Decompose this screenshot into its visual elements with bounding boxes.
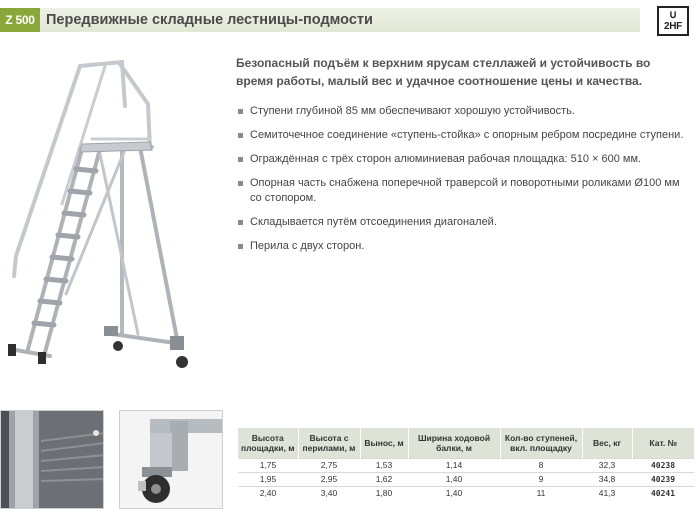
catalog-number: 40239 <box>632 472 694 486</box>
column-header: Кат. № <box>632 428 694 458</box>
column-header: Вес, кг <box>582 428 632 458</box>
page-title: Передвижные складные лестницы-подмости <box>46 12 373 28</box>
castor-detail-photo <box>119 410 223 509</box>
table-cell: 32,3 <box>582 458 632 472</box>
bullet-icon <box>238 109 243 114</box>
column-header: Кол-во ступеней, вкл. площадку <box>500 428 582 458</box>
feature-list <box>236 104 686 263</box>
bullet-icon <box>238 133 243 138</box>
column-header: Высота площадки, м <box>238 428 298 458</box>
feature-item: Опорная часть снабжена поперечной траверсой и поворотными роликами Ø100 мм со стопором. <box>236 176 686 206</box>
table-cell: 2,95 <box>298 472 360 486</box>
bullet-icon <box>238 244 243 249</box>
table-cell: 1,95 <box>238 472 298 486</box>
table-cell: 8 <box>500 458 582 472</box>
table-cell: 1,75 <box>238 458 298 472</box>
page-header <box>0 0 700 40</box>
feature-item: Складывается путём отсоединения диагоналей. <box>236 215 686 230</box>
table-cell: 1,53 <box>360 458 408 472</box>
step-detail-photo <box>0 410 104 509</box>
bullet-icon <box>238 157 243 162</box>
table-cell: 1,40 <box>408 472 500 486</box>
table-cell: 34,8 <box>582 472 632 486</box>
column-header: Высота с перилами, м <box>298 428 360 458</box>
table-cell: 2,75 <box>298 458 360 472</box>
product-intro: Безопасный подъём к верхним ярусам стеллажей и устойчивость во время работы, малый вес и удачное соотношение цены и качества. <box>236 56 651 88</box>
bullet-icon <box>238 181 243 186</box>
table-row <box>238 486 694 500</box>
table-cell: 1,80 <box>360 486 408 500</box>
bullet-icon <box>238 220 243 225</box>
table-cell: 41,3 <box>582 486 632 500</box>
specifications-table <box>238 428 694 500</box>
model-badge: Z 500 <box>0 8 40 32</box>
catalog-number: 40238 <box>632 458 694 472</box>
brand-logo-icon: ∪ <box>668 9 678 21</box>
brand-logo <box>657 6 689 36</box>
title-bar <box>40 8 640 32</box>
table-cell: 2,40 <box>238 486 298 500</box>
table-cell: 9 <box>500 472 582 486</box>
column-header: Вынос, м <box>360 428 408 458</box>
table-cell: 3,40 <box>298 486 360 500</box>
feature-item: Ограждённая с трёх сторон алюминиевая рабочая площадка: 510 × 600 мм. <box>236 152 686 167</box>
feature-item: Перила с двух сторон. <box>236 239 686 254</box>
table-row <box>238 472 694 486</box>
brand-logo-text: 2HF <box>664 21 682 32</box>
table-header-row <box>238 428 694 458</box>
feature-item: Ступени глубиной 85 мм обеспечивают хорошую устойчивость. <box>236 104 686 119</box>
table-cell: 1,62 <box>360 472 408 486</box>
catalog-number: 40241 <box>632 486 694 500</box>
table-row <box>238 458 694 472</box>
feature-item: Семиточечное соединение «ступень-стойка» с опорным ребром посредине ступени. <box>236 128 686 143</box>
table-cell: 11 <box>500 486 582 500</box>
column-header: Ширина ходовой балки, м <box>408 428 500 458</box>
ladder-illustration <box>0 44 225 384</box>
table-cell: 1,40 <box>408 486 500 500</box>
table-cell: 1,14 <box>408 458 500 472</box>
